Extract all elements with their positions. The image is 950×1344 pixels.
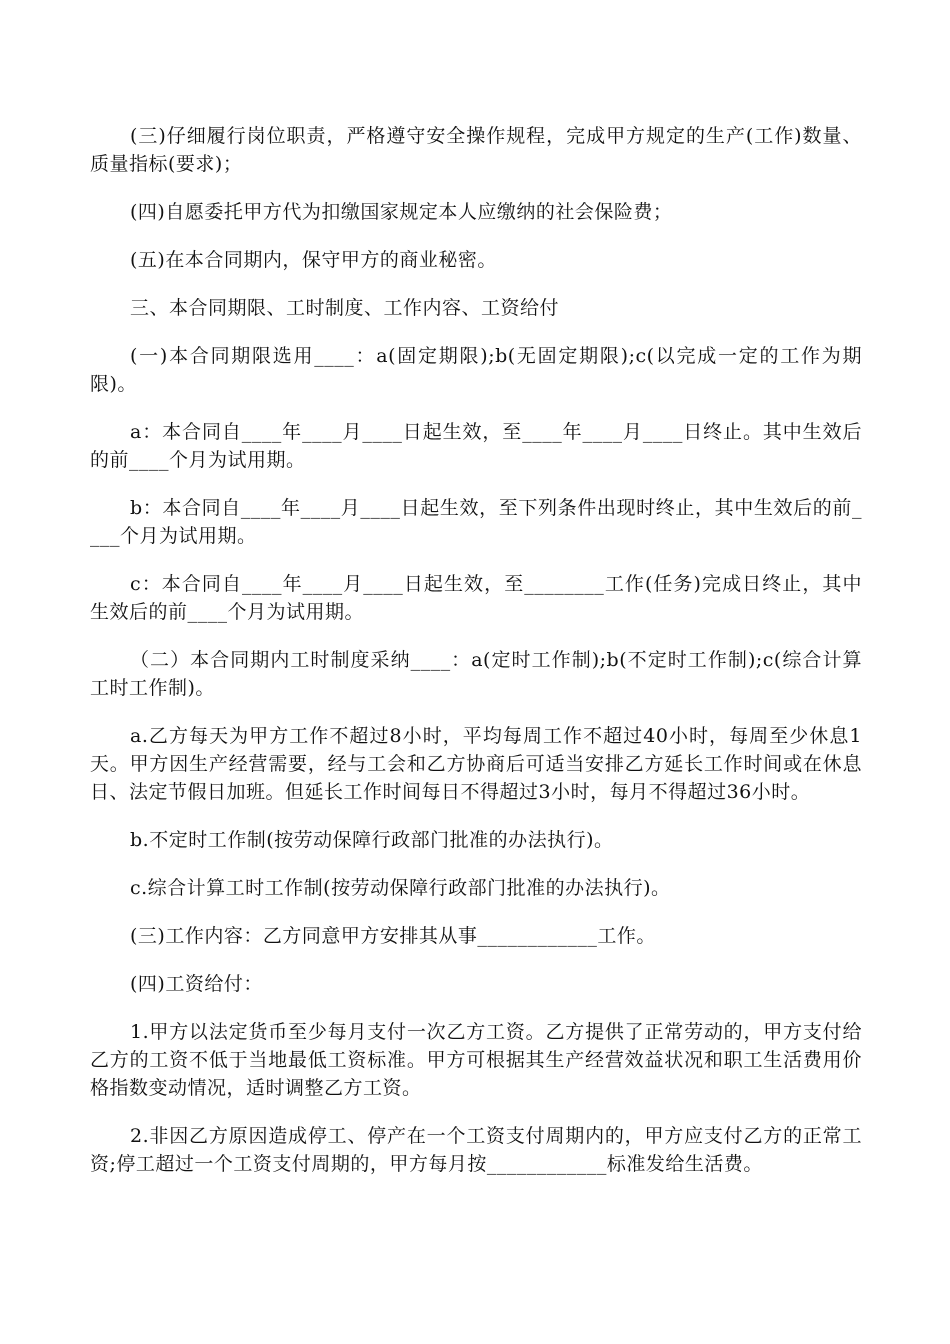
paragraph: b.不定时工作制(按劳动保障行政部门批准的办法执行)。: [130, 829, 614, 851]
section-heading: 三、本合同期限、工时制度、工作内容、工资给付: [130, 297, 560, 319]
paragraph: a：本合同自____年____月____日起生效，至____年____月____日终止。其中生效后的前____个月为试用期。: [90, 421, 862, 471]
paragraph: (四)工资给付：: [130, 973, 263, 995]
paragraph: b：本合同自____年____月____日起生效，至下列条件出现时终止，其中生效后的前____个月为试用期。: [90, 497, 862, 547]
paragraph: c.综合计算工时工作制(按劳动保障行政部门批准的办法执行)。: [130, 877, 671, 899]
paragraph: 1.甲方以法定货币至少每月支付一次乙方工资。乙方提供了正常劳动的，甲方支付给乙方的工资不低于当地最低工资标准。甲方可根据其生产经营效益状况和职工生活费用价格指数变动情况，适时调整乙方工资。: [90, 1021, 862, 1099]
paragraph: (三)工作内容：乙方同意甲方安排其从事____________工作。: [130, 925, 656, 947]
paragraph: (四)自愿委托甲方代为扣缴国家规定本人应缴纳的社会保险费；: [130, 201, 673, 223]
paragraph: (三)仔细履行岗位职责，严格遵守安全操作规程，完成甲方规定的生产(工作)数量、质量指标(要求)；: [90, 125, 862, 175]
paragraph: (五)在本合同期内，保守甲方的商业秘密。: [130, 249, 497, 271]
paragraph: （二）本合同期内工时制度采纳____：a(定时工作制);b(不定时工作制);c(综合计算工时工作制)。: [90, 649, 862, 699]
paragraph: 2.非因乙方原因造成停工、停产在一个工资支付周期内的，甲方应支付乙方的正常工资;停工超过一个工资支付周期的，甲方每月按____________标准发给生活费。: [90, 1125, 862, 1175]
paragraph: a.乙方每天为甲方工作不超过8小时，平均每周工作不超过40小时，每周至少休息1天。甲方因生产经营需要，经与工会和乙方协商后可适当安排乙方延长工作时间或在休息日、法定节假日加班。但延长工作时间每日不得超过3小时，每月不得超过36小时。: [90, 725, 862, 803]
document-page: [90, 122, 862, 1198]
paragraph: c：本合同自____年____月____日起生效，至________工作(任务)完成日终止，其中生效后的前____个月为试用期。: [90, 573, 862, 623]
paragraph: (一)本合同期限选用____：a(固定期限);b(无固定期限);c(以完成一定的工作为期限)。: [90, 345, 862, 395]
